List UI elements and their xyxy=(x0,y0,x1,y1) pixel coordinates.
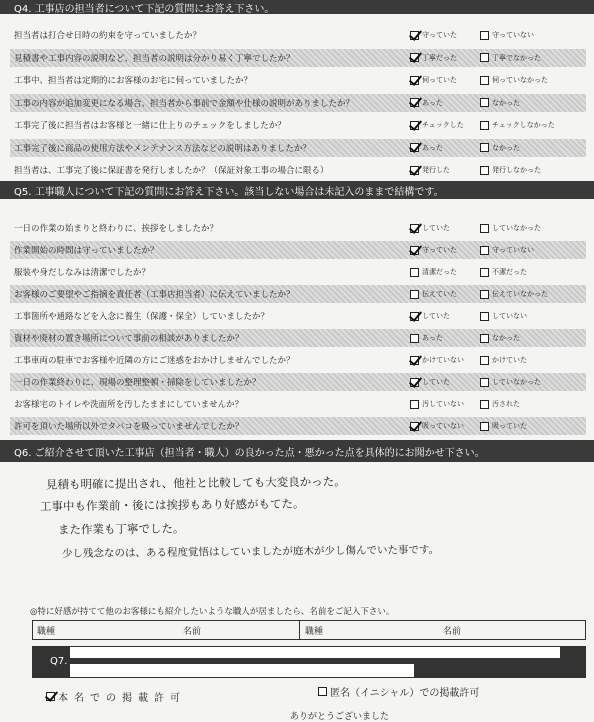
question-text: 一日の作業終わりに、現場の整理整頓・掃除をしていましたか？ xyxy=(14,378,261,388)
option-no[interactable]: 伝えていなかった xyxy=(480,289,548,299)
recommend-table xyxy=(32,620,586,640)
redaction-2 xyxy=(70,664,414,677)
question-text: お客様宅のトイレや洗面所を汚したままにしていませんか？ xyxy=(14,400,244,410)
option-yes[interactable]: 守っていた xyxy=(410,30,457,40)
q5-row xyxy=(10,241,586,259)
question-text: 工事の内容が追加変更になる場合、担当者から事前で金額や仕様の説明がありましたか？ xyxy=(14,98,355,109)
checkbox[interactable] xyxy=(410,378,419,387)
checkbox-initial[interactable] xyxy=(318,687,327,696)
option-yes[interactable]: 発行した xyxy=(410,165,450,175)
checkbox[interactable] xyxy=(480,143,489,152)
option-no[interactable]: 守っていない xyxy=(480,245,534,255)
option-no[interactable]: 丁寧でなかった xyxy=(480,53,541,63)
option-yes[interactable]: 丁寧だった xyxy=(410,53,457,63)
checkbox[interactable] xyxy=(480,268,489,277)
option-no[interactable]: 不潔だった xyxy=(480,267,527,277)
q5-header: Q5. 工事職人について下記の質問にお答え下さい。該当しない場合は未記入のままで結構です。 xyxy=(0,181,594,199)
q4-header: Q4. 工事店の担当者について下記の質問にお答え下さい。 xyxy=(0,0,594,14)
checkbox[interactable] xyxy=(480,31,489,40)
checkbox[interactable] xyxy=(410,268,419,277)
option-yes[interactable]: 清潔だった xyxy=(410,267,457,277)
option-yes[interactable]: あった xyxy=(410,143,443,153)
q5-row xyxy=(10,263,586,281)
answer-line-1: 見積も明確に提出され、他社と比較しても大変良かった。 xyxy=(45,474,346,492)
col-job-2: 職種 xyxy=(305,626,324,637)
question-text: 服装や身だしなみは清潔でしたか？ xyxy=(14,268,151,278)
checkbox[interactable] xyxy=(410,121,419,130)
q4-row xyxy=(10,26,586,44)
option-no[interactable]: なかった xyxy=(480,143,520,153)
checkbox[interactable] xyxy=(480,166,489,175)
checkbox[interactable] xyxy=(480,98,489,107)
option-yes[interactable]: していた xyxy=(410,377,450,387)
checkbox[interactable] xyxy=(480,224,489,233)
checkbox-real-name[interactable] xyxy=(46,692,55,701)
checkbox[interactable] xyxy=(480,290,489,299)
option-no[interactable]: 吸っていた xyxy=(480,421,527,431)
answer-line-4: 少し残念なのは、ある程度覚悟はしていましたが庭木が少し傷んでいた事です。 xyxy=(61,544,440,560)
option-no[interactable]: なかった xyxy=(480,98,520,108)
checkbox[interactable] xyxy=(480,334,489,343)
question-text: 見積書や工事内容の説明など、担当者の説明は分かり易く丁寧でしたか？ xyxy=(14,53,295,64)
option-yes[interactable]: あった xyxy=(410,333,443,343)
checkbox[interactable] xyxy=(480,422,489,431)
checkbox[interactable] xyxy=(410,98,419,107)
q5-row xyxy=(10,329,586,347)
checkbox[interactable] xyxy=(480,53,489,62)
q5-row xyxy=(10,285,586,303)
q4-row xyxy=(10,94,586,112)
option-yes[interactable]: 汚していない xyxy=(410,399,464,409)
checkbox[interactable] xyxy=(410,422,419,431)
option-yes[interactable]: チェックした xyxy=(410,120,464,130)
checkbox[interactable] xyxy=(410,31,419,40)
checkbox[interactable] xyxy=(410,400,419,409)
answer-line-3: また作業も丁寧でした。 xyxy=(57,521,185,537)
question-text: 担当者は打合せ日時の約束を守っていましたか？ xyxy=(14,31,202,41)
col-name-2: 名前 xyxy=(443,626,462,637)
checkbox[interactable] xyxy=(410,246,419,255)
option-yes[interactable]: あった xyxy=(410,98,443,108)
checkbox[interactable] xyxy=(480,76,489,85)
question-text: 一日の作業の始まりと終わりに、挨拶をしましたか？ xyxy=(14,224,219,234)
option-no[interactable]: なかった xyxy=(480,333,520,343)
question-text: 工事中、担当者は定期的にお客様のお宅に伺っていましたか？ xyxy=(14,76,253,86)
q4-row xyxy=(10,139,586,157)
checkbox[interactable] xyxy=(480,400,489,409)
q5-row xyxy=(10,395,586,413)
checkbox[interactable] xyxy=(480,378,489,387)
checkbox[interactable] xyxy=(480,356,489,365)
checkbox[interactable] xyxy=(480,246,489,255)
q5-row xyxy=(10,219,586,237)
answer-line-2: 工事中も作業前・後には挨拶もあり好感がもてた。 xyxy=(39,496,305,514)
option-no[interactable]: していない xyxy=(480,311,527,321)
question-text: 作業開始の時間は守っていましたか？ xyxy=(14,246,159,256)
option-no[interactable]: チェックしなかった xyxy=(480,120,555,130)
option-no[interactable]: していなかった xyxy=(480,223,541,233)
checkbox[interactable] xyxy=(480,312,489,321)
option-yes[interactable]: 吸っていない xyxy=(410,421,464,431)
q4-row xyxy=(10,49,586,67)
option-yes[interactable]: していた xyxy=(410,311,450,321)
q5-row xyxy=(10,307,586,325)
checkbox[interactable] xyxy=(410,76,419,85)
checkbox[interactable] xyxy=(480,121,489,130)
option-yes[interactable]: 伝えていた xyxy=(410,289,457,299)
q5-row xyxy=(10,373,586,391)
checkbox[interactable] xyxy=(410,356,419,365)
checkbox[interactable] xyxy=(410,312,419,321)
q4-row xyxy=(10,71,586,89)
col-name-1: 名前 xyxy=(183,626,202,637)
option-yes[interactable]: していた xyxy=(410,223,450,233)
q5-row xyxy=(10,417,586,435)
checkbox[interactable] xyxy=(410,143,419,152)
q7-bar: Q7. xyxy=(32,646,586,678)
option-no[interactable]: 守っていない xyxy=(480,30,534,40)
option-no[interactable]: かけていた xyxy=(480,355,527,365)
option-yes[interactable]: かけていない xyxy=(410,355,464,365)
checkbox[interactable] xyxy=(410,290,419,299)
option-no[interactable]: 発行しなかった xyxy=(480,165,541,175)
checkbox[interactable] xyxy=(410,334,419,343)
checkbox[interactable] xyxy=(410,166,419,175)
checkbox[interactable] xyxy=(410,224,419,233)
col-job-1: 職種 xyxy=(37,626,56,637)
q5-row xyxy=(10,351,586,369)
option-no[interactable]: 伺っていなかった xyxy=(480,75,548,85)
option-yes[interactable]: 伺っていた xyxy=(410,75,457,85)
question-text: 工事完了後に商品の使用方法やメンテナンス方法などの説明はありましたか？ xyxy=(14,143,311,154)
question-text: 資材や廃材の置き場所について事前の相談がありましたか？ xyxy=(14,334,244,344)
checkbox[interactable] xyxy=(410,53,419,62)
question-text: 許可を頂いた場所以外でタバコを吸っていませんでしたか？ xyxy=(14,422,244,432)
recommend-note: ◎特に好感が持てて他のお客様にも紹介したいような職人が居ましたら、名前をご記入下さい。 xyxy=(30,607,395,617)
q4-row xyxy=(10,161,586,179)
question-text: 担当者は、工事完了後に保証書を発行しましたか？（保証対象工事の場合に限る） xyxy=(14,166,329,176)
option-yes[interactable]: 守っていた xyxy=(410,245,457,255)
question-text: お客様のご要望やご指摘を責任者（工事店担当者）に伝えていましたか？ xyxy=(14,290,295,300)
question-text: 工事箇所や通路などを入念に養生（保護・保全）していましたか？ xyxy=(14,312,270,322)
q4-row xyxy=(10,116,586,134)
option-no[interactable]: していなかった xyxy=(480,377,541,387)
redaction-1 xyxy=(70,647,560,658)
permit-real-name[interactable]: 本名での掲載許可 xyxy=(46,689,186,704)
q6-header: Q6. ご紹介させて頂いた工事店（担当者・職人）の良かった点・悪かった点を具体的にお聞かせ下さい。 xyxy=(0,440,594,462)
bottom-text: ありがとうございました xyxy=(290,712,390,722)
option-no[interactable]: 汚された xyxy=(480,399,520,409)
question-text: 工事車両の駐車でお客様や近隣の方にご迷惑をおかけしませんでしたか？ xyxy=(14,356,295,366)
permit-initial[interactable]: 匿名（イニシャル）での掲載許可 xyxy=(318,684,479,699)
question-text: 工事完了後に担当者はお客様と一緒に仕上りのチェックをしましたか？ xyxy=(14,121,286,131)
